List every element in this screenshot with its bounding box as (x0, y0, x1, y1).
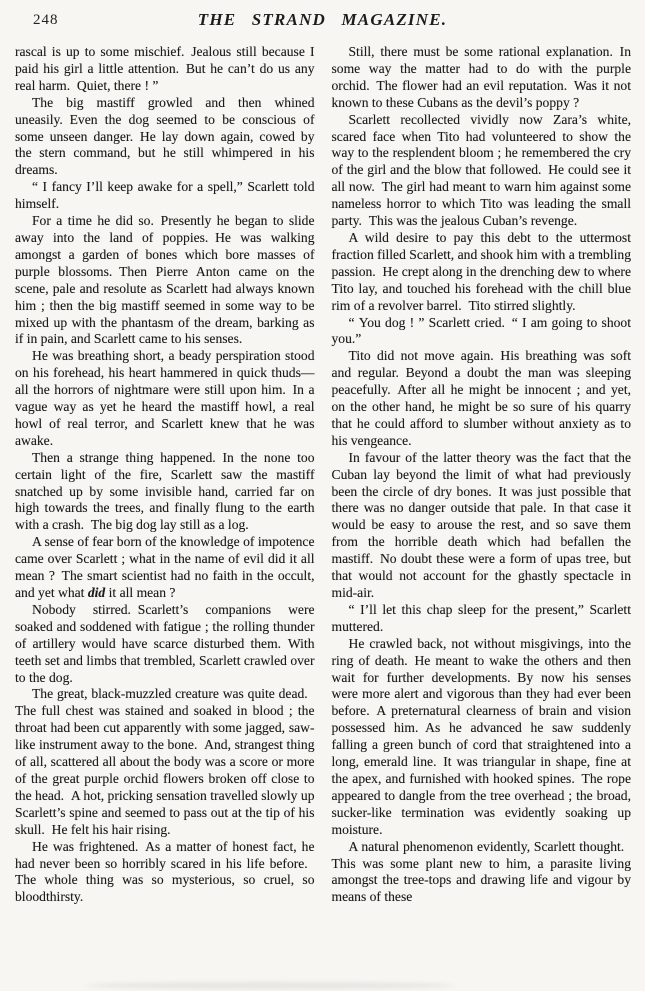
paragraph: He crawled back, not without misgivings, into the ring of death. He meant to wake the others and then wait for further developments. By now his senses were more alert and vigorous than they had ever been before. A preternatural clearness of brain and vision possessed him. As he advanced he saw suddenly falling a green bunch of cord that straightened into a long, emerald line. It was triangular in shape, fine at the apex, and furnished with hooked spines. The rope appeared to dangle from the tree overhead ; the broad, sucker-like termination was evidently soaking up moisture. (331, 635, 631, 837)
paragraph: He was frightened. As a matter of honest fact, he had never been so horribly scared in his life before. The whole thing was so mysterious, so cruel, so bloodthirsty. (15, 838, 315, 905)
paragraph: Still, there must be some rational explanation. In some way the matter had to do with the purple orchid. The flower had an evil reputation. Was it not known to these Cubans as the devil’s poppy ? (331, 44, 631, 110)
right-column (332, 44, 632, 991)
paragraph: Scarlett recollected vividly now Zara’s white, scared face when Tito had volunteered to show the way to the resplendent bloom ; he remembered the cry of the girl and the blow that followed. He could see it all now. The girl had meant to warn him against some nameless horror to which Tito was leading the small party. This was the jealous Cuban’s revenge. (331, 111, 631, 229)
paragraph: “ You dog ! ” Scarlett cried. “ I am going to shoot you.” (331, 314, 631, 347)
paragraph: A sense of fear born of the knowledge of impotence came over Scarlett ; what in the name of evil did it all mean ? The smart scientist had no faith in the occult, and yet what did it all mean ? (15, 534, 315, 600)
paragraph: Then a strange thing happened. In the none too certain light of the fire, Scarlett saw the mastiff snatched up by some invisible hand, carried far on high towards the trees, and finally flung to the earth with a crash. The big dog lay still as a log. (15, 449, 315, 533)
paragraph: rascal is up to some mischief. Jealous still because I paid his girl a little attention. But he can’t do us any real harm. Quiet, there ! ” (15, 44, 315, 93)
page-number: 248 (33, 12, 59, 28)
paragraph: The big mastiff growled and then whined uneasily. Even the dog seemed to be conscious of some unseen danger. He lay down again, cowed by the stern command, but he still whimpered in his dreams. (15, 94, 315, 178)
paragraph: In favour of the latter theory was the fact that the Cuban lay beyond the limit of what had previously been the circle of dry bones. It was just possible that there was no danger outside that pale. In that case it would be easy to arouse the rest, and so save them from the horrible death which had befallen the mastiff. No doubt these were a form of upas tree, but that would not account for the ghastly spectacle in mid-air. (331, 449, 631, 600)
left-column (15, 44, 315, 991)
text-columns (15, 44, 631, 991)
paragraph: “ I fancy I’ll keep awake for a spell,” Scarlett told himself. (15, 179, 315, 212)
paragraph: A wild desire to pay this debt to the uttermost fraction filled Scarlett, and shook him with a trembling passion. He crept along in the drenching dew to where Tito lay, and touched his forehead with the chill blue rim of a revolver barrel. Tito stirred slightly. (331, 229, 631, 313)
scan-smudge (85, 982, 455, 989)
paragraph: A natural phenomenon evidently, Scarlett thought. This was some plant new to him, a parasite living amongst the tree-tops and drawing life and vigour by means of these (331, 838, 631, 905)
paragraph: Tito did not move again. His breathing was soft and regular. Beyond a doubt the man was sleeping peacefully. After all he might be innocent ; and yet, on the other hand, he might be so sure of his quarry that he could afford to slumber without anxiety as to his vengeance. (331, 348, 631, 448)
paragraph: Nobody stirred. Scarlett’s companions were soaked and soddened with fatigue ; the rolling thunder of artillery would have scarce disturbed them. With teeth set and limbs that trembled, Scarlett crawled over to the dog. (15, 601, 315, 685)
paragraph: “ I’ll let this chap sleep for the present,” Scarlett muttered. (331, 601, 631, 634)
paragraph: He was breathing short, a beady perspiration stood on his forehead, his heart hammered in quick thuds—all the horrors of nightmare were still upon him. In a vague way as yet he heard the mastiff howl, a real howl of real terror, and Scarlett knew that he was awake. (15, 348, 315, 448)
page-header (0, 7, 645, 33)
page-title: THE STRAND MAGAZINE. (197, 10, 448, 29)
paragraph: The great, black-muzzled creature was quite dead. The full chest was stained and soaked in blood ; the throat had been cut apparently with some jagged, saw-like instrument away to the bone. And, strangest thing of all, scattered all about the body was a score or more of the great purple orchid flowers broken off close to the head. A hot, pricking sensation travelled slowly up Scarlett’s spine and seemed to pass out at the tip of his skull. He felt his hair rising. (15, 686, 315, 837)
paragraph: For a time he did so. Presently he began to slide away into the land of poppies. He was walking amongst a garden of bones which bore masses of purple blossoms. Then Pierre Anton came on the scene, pale and resolute as Scarlett had always known him ; then the big mastiff seemed in some way to be mixed up with the phantasm of the dream, barking as if in pain, and Scarlett came to his senses. (15, 213, 315, 347)
